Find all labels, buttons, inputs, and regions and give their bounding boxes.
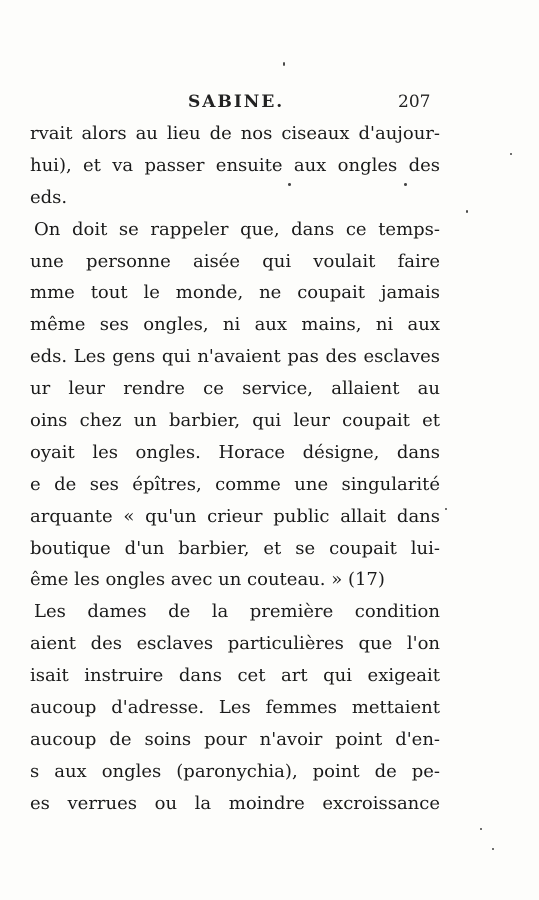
- text-line: une personne aisée qui voulait faire: [30, 250, 440, 272]
- text-line: même ses ongles, ni aux mains, ni aux: [30, 314, 440, 336]
- ink-speck: [288, 183, 291, 186]
- ink-speck: [492, 848, 494, 850]
- text-line: ême les ongles avec un couteau. » (17): [30, 569, 385, 591]
- text-line: ur leur rendre ce service, allaient au: [30, 378, 440, 400]
- ink-speck: [445, 508, 447, 510]
- page-header: [0, 92, 539, 116]
- ink-speck: [480, 828, 482, 830]
- ink-speck: [466, 210, 468, 213]
- ink-speck: [404, 183, 407, 186]
- running-title: SABINE.: [188, 92, 285, 112]
- body-text: [30, 118, 440, 820]
- text-line: arquante « qu'un crieur public allait dans: [30, 505, 440, 527]
- text-line: Les dames de la première condition: [34, 601, 440, 623]
- ink-speck: [510, 153, 512, 155]
- text-line: s aux ongles (paronychia), point de pe-: [30, 760, 440, 782]
- text-line: hui), et va passer ensuite aux ongles des: [30, 154, 440, 176]
- text-line: aucoup de soins pour n'avoir point d'en-: [30, 728, 440, 750]
- text-line: boutique d'un barbier, et se coupait lui-: [30, 537, 440, 559]
- text-line: aient des esclaves particulières que l'on: [30, 633, 440, 655]
- text-line: eds.: [30, 186, 68, 208]
- text-line: e de ses épîtres, comme une singularité: [30, 473, 440, 495]
- page-number: 207: [398, 92, 431, 112]
- text-line: oins chez un barbier, qui leur coupait et: [30, 410, 440, 432]
- text-line: rvait alors au lieu de nos ciseaux d'aujour-: [30, 123, 440, 144]
- ink-speck: [283, 62, 285, 66]
- text-line: isait instruire dans cet art qui exigeait: [30, 665, 440, 687]
- text-line: es verrues ou la moindre excroissance: [30, 792, 440, 814]
- text-line: oyait les ongles. Horace désigne, dans: [30, 441, 440, 463]
- text-line: aucoup d'adresse. Les femmes mettaient: [30, 697, 440, 719]
- text-line: On doit se rappeler que, dans ce temps-: [34, 218, 440, 240]
- text-line: eds. Les gens qui n'avaient pas des esclaves: [30, 346, 440, 368]
- text-line: mme tout le monde, ne coupait jamais: [30, 282, 440, 304]
